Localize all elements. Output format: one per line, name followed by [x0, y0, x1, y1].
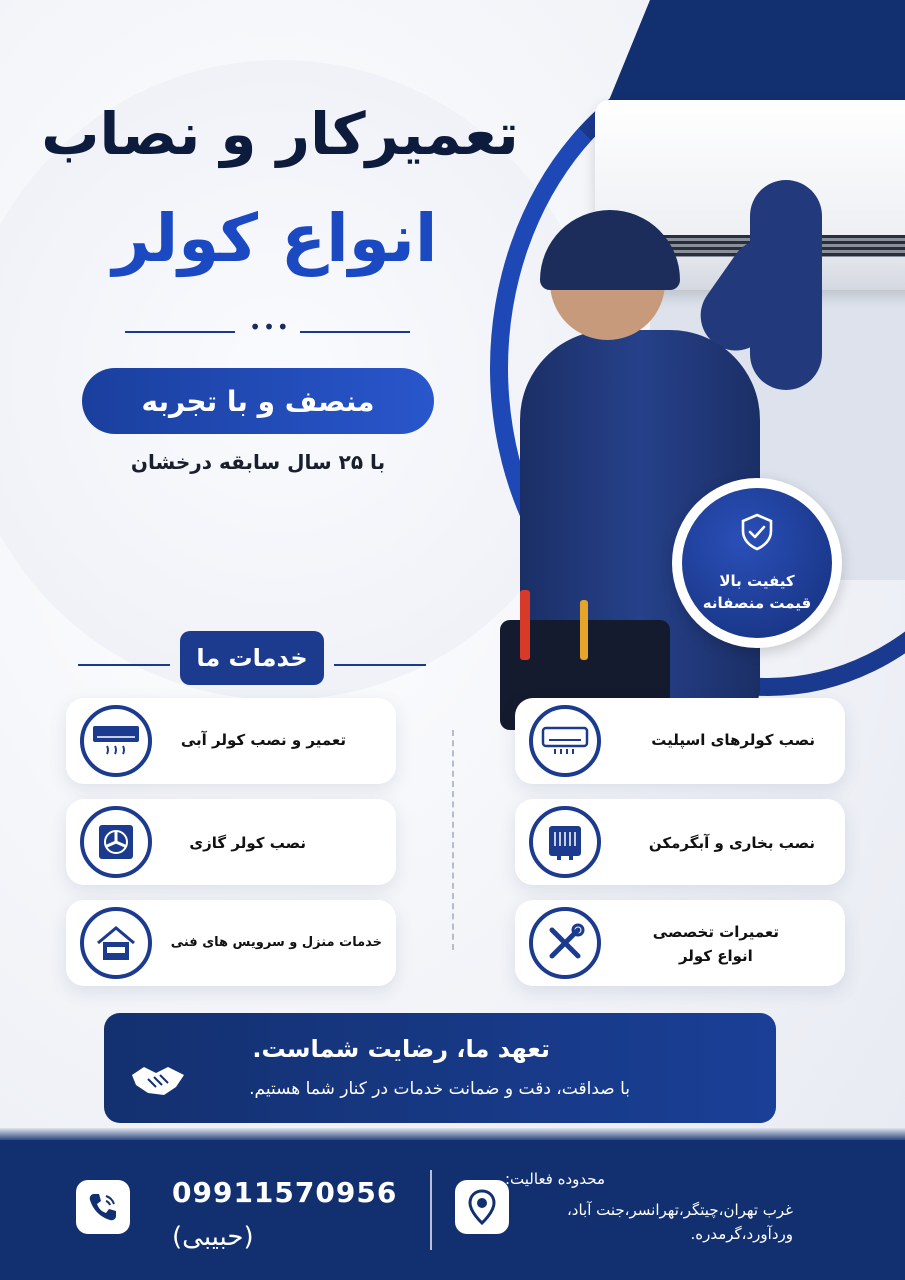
divider-right [300, 331, 410, 333]
evaporative-cooler-icon [80, 705, 152, 777]
headline-line-2: انواع کولر [112, 200, 438, 277]
quality-badge [672, 478, 842, 648]
service-label: خدمات منزل و سرویس های فنی [170, 935, 382, 950]
commitment-banner [104, 1013, 776, 1123]
home-service-icon [80, 907, 152, 979]
heater-icon [529, 806, 601, 878]
service-label: نصب کولرهای اسپلیت [651, 731, 815, 749]
experience-text: با ۲۵ سال سابقه درخشان [130, 450, 386, 474]
service-label: نصب بخاری و آبگرمکن [648, 834, 815, 852]
phone-number[interactable]: 09911570956 [172, 1176, 398, 1209]
commitment-text: با صداقت، دقت و ضمانت خدمات در کنار شما هستیم. [249, 1079, 630, 1099]
services-column-divider [452, 730, 454, 950]
divider-left [125, 331, 235, 333]
services-title: خدمات ما [180, 631, 324, 685]
footer [0, 1140, 905, 1280]
service-card [66, 698, 396, 784]
service-label: نصب کولر گازی [189, 834, 306, 852]
services-line-left [78, 664, 170, 666]
service-label-line-2: انواع کولر [678, 947, 753, 965]
tagline-pill: منصف و با تجربه [82, 368, 434, 434]
contact-name: (حبیبی) [172, 1222, 254, 1252]
quality-badge-inner [682, 488, 832, 638]
service-card [66, 799, 396, 885]
service-label: تعمیر و نصب کولر آبی [180, 731, 346, 749]
area-text: غرب تهران،چیتگر،تهرانسر،جنت آباد، وردآورد،گرمدره. [566, 1201, 793, 1243]
handshake-icon [128, 1057, 188, 1101]
fan-unit-icon [80, 806, 152, 878]
badge-line-1: کیفیت بالا [719, 572, 795, 590]
badge-line-2: قیمت منصفانه [702, 594, 812, 612]
phone-icon [76, 1180, 130, 1234]
service-card [515, 698, 845, 784]
headline-line-1: تعمیرکار و نصاب [41, 100, 519, 168]
commitment-heading: تعهد ما، رضایت شماست. [252, 1035, 550, 1063]
location-pin-icon [455, 1180, 509, 1234]
shield-check-icon [737, 512, 777, 552]
service-label-line-1: تعمیرات تخصصی [652, 923, 779, 941]
service-card [515, 900, 845, 986]
service-label [653, 920, 779, 968]
service-card [66, 900, 396, 986]
services-line-right [334, 664, 426, 666]
divider-dots: ••• [249, 315, 291, 339]
area-heading: محدوده فعالیت: [505, 1170, 605, 1188]
split-ac-icon [529, 705, 601, 777]
tools-icon [529, 907, 601, 979]
service-card [515, 799, 845, 885]
footer-separator [430, 1170, 432, 1250]
